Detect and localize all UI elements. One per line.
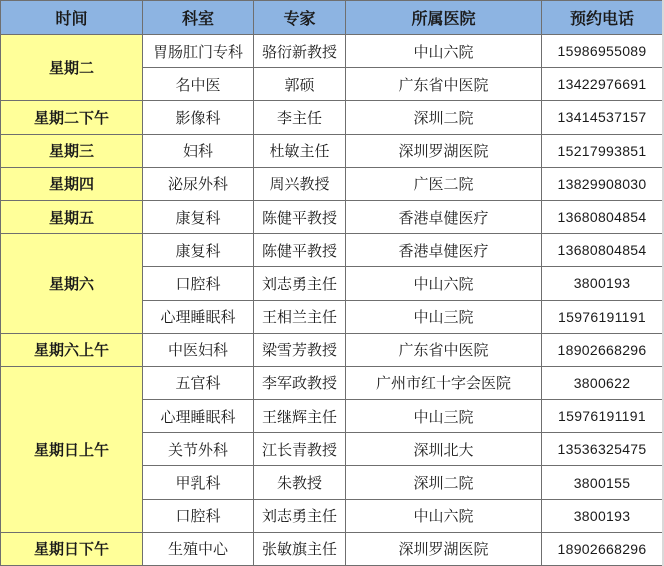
expert-cell: 朱教授 xyxy=(254,466,346,499)
phone-cell: 15986955089 xyxy=(542,35,663,68)
header-row xyxy=(1,1,663,35)
phone-cell: 3800155 xyxy=(542,466,663,499)
department-cell: 关节外科 xyxy=(143,433,254,466)
table-row xyxy=(1,366,663,399)
expert-cell: 张敏旗主任 xyxy=(254,532,346,565)
expert-cell: 陈健平教授 xyxy=(254,234,346,267)
hospital-cell: 中山六院 xyxy=(346,267,542,300)
phone-cell: 3800193 xyxy=(542,499,663,532)
department-cell: 泌尿外科 xyxy=(143,167,254,200)
table-row xyxy=(1,200,663,233)
phone-cell: 13414537157 xyxy=(542,101,663,134)
header-phone: 预约电话 xyxy=(542,1,663,35)
phone-cell: 13680804854 xyxy=(542,234,663,267)
phone-cell: 13829908030 xyxy=(542,167,663,200)
hospital-cell: 广州市红十字会医院 xyxy=(346,366,542,399)
department-cell: 中医妇科 xyxy=(143,333,254,366)
hospital-cell: 深圳罗湖医院 xyxy=(346,134,542,167)
department-cell: 康复科 xyxy=(143,234,254,267)
hospital-cell: 深圳二院 xyxy=(346,466,542,499)
hospital-cell: 广东省中医院 xyxy=(346,333,542,366)
table-row xyxy=(1,35,663,68)
time-slot-cell: 星期日上午 xyxy=(1,366,143,532)
expert-cell: 李军政教授 xyxy=(254,366,346,399)
department-cell: 康复科 xyxy=(143,200,254,233)
department-cell: 心理睡眠科 xyxy=(143,300,254,333)
department-cell: 口腔科 xyxy=(143,267,254,300)
department-cell: 影像科 xyxy=(143,101,254,134)
expert-cell: 杜敏主任 xyxy=(254,134,346,167)
expert-cell: 郭硕 xyxy=(254,68,346,101)
expert-cell: 江长青教授 xyxy=(254,433,346,466)
table-row xyxy=(1,134,663,167)
department-cell: 胃肠肛门专科 xyxy=(143,35,254,68)
expert-cell: 王继辉主任 xyxy=(254,400,346,433)
expert-cell: 刘志勇主任 xyxy=(254,499,346,532)
table-row xyxy=(1,234,663,267)
phone-cell: 18902668296 xyxy=(542,333,663,366)
hospital-cell: 深圳北大 xyxy=(346,433,542,466)
time-slot-cell: 星期二下午 xyxy=(1,101,143,134)
department-cell: 口腔科 xyxy=(143,499,254,532)
expert-cell: 骆衍新教授 xyxy=(254,35,346,68)
header-hospital: 所属医院 xyxy=(346,1,542,35)
expert-cell: 梁雪芳教授 xyxy=(254,333,346,366)
department-cell: 名中医 xyxy=(143,68,254,101)
table-row xyxy=(1,333,663,366)
header-expert: 专家 xyxy=(254,1,346,35)
hospital-cell: 中山六院 xyxy=(346,499,542,532)
hospital-cell: 中山三院 xyxy=(346,400,542,433)
hospital-cell: 中山三院 xyxy=(346,300,542,333)
expert-cell: 李主任 xyxy=(254,101,346,134)
hospital-cell: 广医二院 xyxy=(346,167,542,200)
time-slot-cell: 星期五 xyxy=(1,200,143,233)
phone-cell: 13422976691 xyxy=(542,68,663,101)
header-department: 科室 xyxy=(143,1,254,35)
phone-cell: 3800193 xyxy=(542,267,663,300)
hospital-cell: 广东省中医院 xyxy=(346,68,542,101)
time-slot-cell: 星期四 xyxy=(1,167,143,200)
department-cell: 五官科 xyxy=(143,366,254,399)
time-slot-cell: 星期三 xyxy=(1,134,143,167)
time-slot-cell: 星期六上午 xyxy=(1,333,143,366)
phone-cell: 13680804854 xyxy=(542,200,663,233)
phone-cell: 18902668296 xyxy=(542,532,663,565)
schedule-body xyxy=(1,35,663,566)
hospital-cell: 香港卓健医疗 xyxy=(346,234,542,267)
department-cell: 妇科 xyxy=(143,134,254,167)
hospital-cell: 深圳二院 xyxy=(346,101,542,134)
table-row xyxy=(1,101,663,134)
table-row xyxy=(1,167,663,200)
table-row xyxy=(1,532,663,565)
header-time: 时间 xyxy=(1,1,143,35)
phone-cell: 13536325475 xyxy=(542,433,663,466)
expert-cell: 周兴教授 xyxy=(254,167,346,200)
expert-cell: 刘志勇主任 xyxy=(254,267,346,300)
phone-cell: 15217993851 xyxy=(542,134,663,167)
hospital-cell: 香港卓健医疗 xyxy=(346,200,542,233)
time-slot-cell: 星期二 xyxy=(1,35,143,101)
phone-cell: 15976191191 xyxy=(542,400,663,433)
time-slot-cell: 星期六 xyxy=(1,234,143,334)
hospital-cell: 深圳罗湖医院 xyxy=(346,532,542,565)
expert-cell: 陈健平教授 xyxy=(254,200,346,233)
time-slot-cell: 星期日下午 xyxy=(1,532,143,565)
department-cell: 心理睡眠科 xyxy=(143,400,254,433)
phone-cell: 15976191191 xyxy=(542,300,663,333)
phone-cell: 3800622 xyxy=(542,366,663,399)
hospital-cell: 中山六院 xyxy=(346,35,542,68)
expert-cell: 王相兰主任 xyxy=(254,300,346,333)
department-cell: 生殖中心 xyxy=(143,532,254,565)
department-cell: 甲乳科 xyxy=(143,466,254,499)
